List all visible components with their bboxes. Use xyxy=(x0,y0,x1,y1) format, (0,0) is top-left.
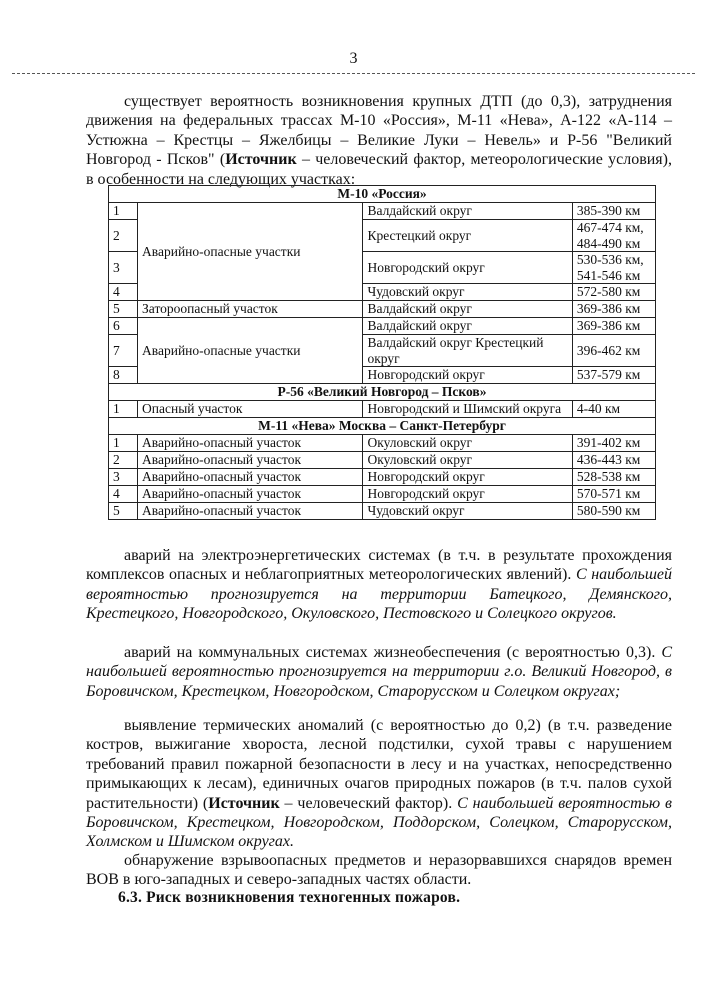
table-row: 1 Аварийно-опасный участок Окуловский округ 391-402 км xyxy=(109,435,656,452)
section-type-cell: Аварийно-опасные участки xyxy=(138,203,363,301)
section-type-cell: Аварийно-опасные участки xyxy=(138,318,363,384)
section-heading: 6.3. Риск возникновения техногенных пожаров. xyxy=(118,889,461,906)
energy-accidents-paragraph: аварий на электроэнергетических системах (в т.ч. в результате прохождения комплексов опасных и неблагоприятных метеорологических явлений). С наибольшей вероятностью прогнозируется на территории Батецкого, Демянского, Крестецкого, Новгородского, Окуловского, Пестовского и Солецкого округов. xyxy=(86,547,673,623)
table-row: 8 Новгородский округ 537-579 км xyxy=(109,367,656,384)
intro-text-end: – человеческий фактор, метеорологические условия), в особенности на следующих участках: xyxy=(86,151,672,188)
header-divider xyxy=(12,73,695,74)
forecast-note: С наибольшей вероятностью в Боровичском, Крестецком, Новгородском, Поддорском, Солецком, Старорусском, Холмском и Шимском округах. xyxy=(86,794,672,851)
table-section-header: М-11 «Нева» Москва – Санкт-Петербург xyxy=(109,418,656,435)
table-row: 3 Аварийно-опасный участок Новгородский округ 528-538 км xyxy=(109,469,656,486)
table-row: 2 Крестецкий округ 467-474 км, 484-490 км xyxy=(109,220,656,252)
intro-text: существует вероятность возникновения крупных ДТП (до 0,3), затруднения движения на федеральных трассах М-10 «Россия», М-11 «Нева», А-122 «А-114 – Устюжна – Крестцы – Яжелбицы – Великие Луки – Невель» и Р-56 "Великий Новгород - Псков" ( xyxy=(86,93,672,169)
forecast-note: С наибольшей вероятностью прогнозируется на территории г.о. Великий Новгород, в Боровичском, Крестецком, Новгородском, Старорусском и Солецком округах; xyxy=(86,644,672,700)
source-label: Источник xyxy=(225,151,297,169)
utility-accidents-paragraph: аварий на коммунальных системах жизнеобеспечения (с вероятностью 0,3). С наибольшей вероятностью прогнозируется на территории г.о. Великий Новгород, в Боровичском, Крестецком, Новгородском, Старорусском и Солецком округах; xyxy=(86,644,672,700)
table-section-header: Р-56 «Великий Новгород – Псков» xyxy=(109,384,656,401)
table-row: 5 Аварийно-опасный участок Чудовский округ 580-590 км xyxy=(109,503,656,520)
forecast-note: С наибольшей вероятностью прогнозируется на территории Батецкого, Демянского, Крестецкого, Новгородского, Окуловского, Пестовского и Солецкого округов. xyxy=(86,566,673,623)
table-row: 5 Заторoопасный участок Валдайский округ 369-386 км xyxy=(109,301,656,318)
table-row: 3 Новгородский округ 530-536 км, 541-546 км xyxy=(109,252,656,284)
table-row: 7 Валдайский округ Крестецкий округ 396-462 км xyxy=(109,335,656,367)
table-row: 4 Чудовский округ 572-580 км xyxy=(109,284,656,301)
table-row: 6 Аварийно-опасные участки Валдайский округ 369-386 км xyxy=(109,318,656,335)
table-row: 1 Аварийно-опасные участки Валдайский округ 385-390 км xyxy=(109,203,656,220)
intro-paragraph xyxy=(86,92,672,189)
explosive-objects-paragraph: обнаружение взрывоопасных предметов и неразорвавшихся снарядов времен ВОВ в юго-западных и северо-западных частях области. xyxy=(86,852,672,889)
table-row: 4 Аварийно-опасный участок Новгородский округ 570-571 км xyxy=(109,486,656,503)
road-sections-table xyxy=(108,185,656,520)
source-label: Источник xyxy=(208,794,280,812)
table-row: 2 Аварийно-опасный участок Окуловский округ 436-443 км xyxy=(109,452,656,469)
table-section-header: М-10 «Россия» xyxy=(109,186,656,203)
thermal-anomalies-paragraph: выявление термических аномалий (с вероятностью до 0,2) (в т.ч. разведение костров, выжигание хвороста, лесной подстилки, сухой травы с нарушением требований правил пожарной безопасности в лесу и на участках, непосредственно примыкающих к лесам), единичных очагов природных пожаров (в т.ч. палов сухой растительности) (Источник – человеческий фактор). С наибольшей вероятностью в Боровичском, Крестецком, Новгородском, Поддорском, Солецком, Старорусском, Холмском и Шимском округах. xyxy=(86,717,672,851)
page-number: 3 xyxy=(349,50,358,67)
table-row: 1 Опасный участок Новгородский и Шимский округа 4-40 км xyxy=(109,401,656,418)
